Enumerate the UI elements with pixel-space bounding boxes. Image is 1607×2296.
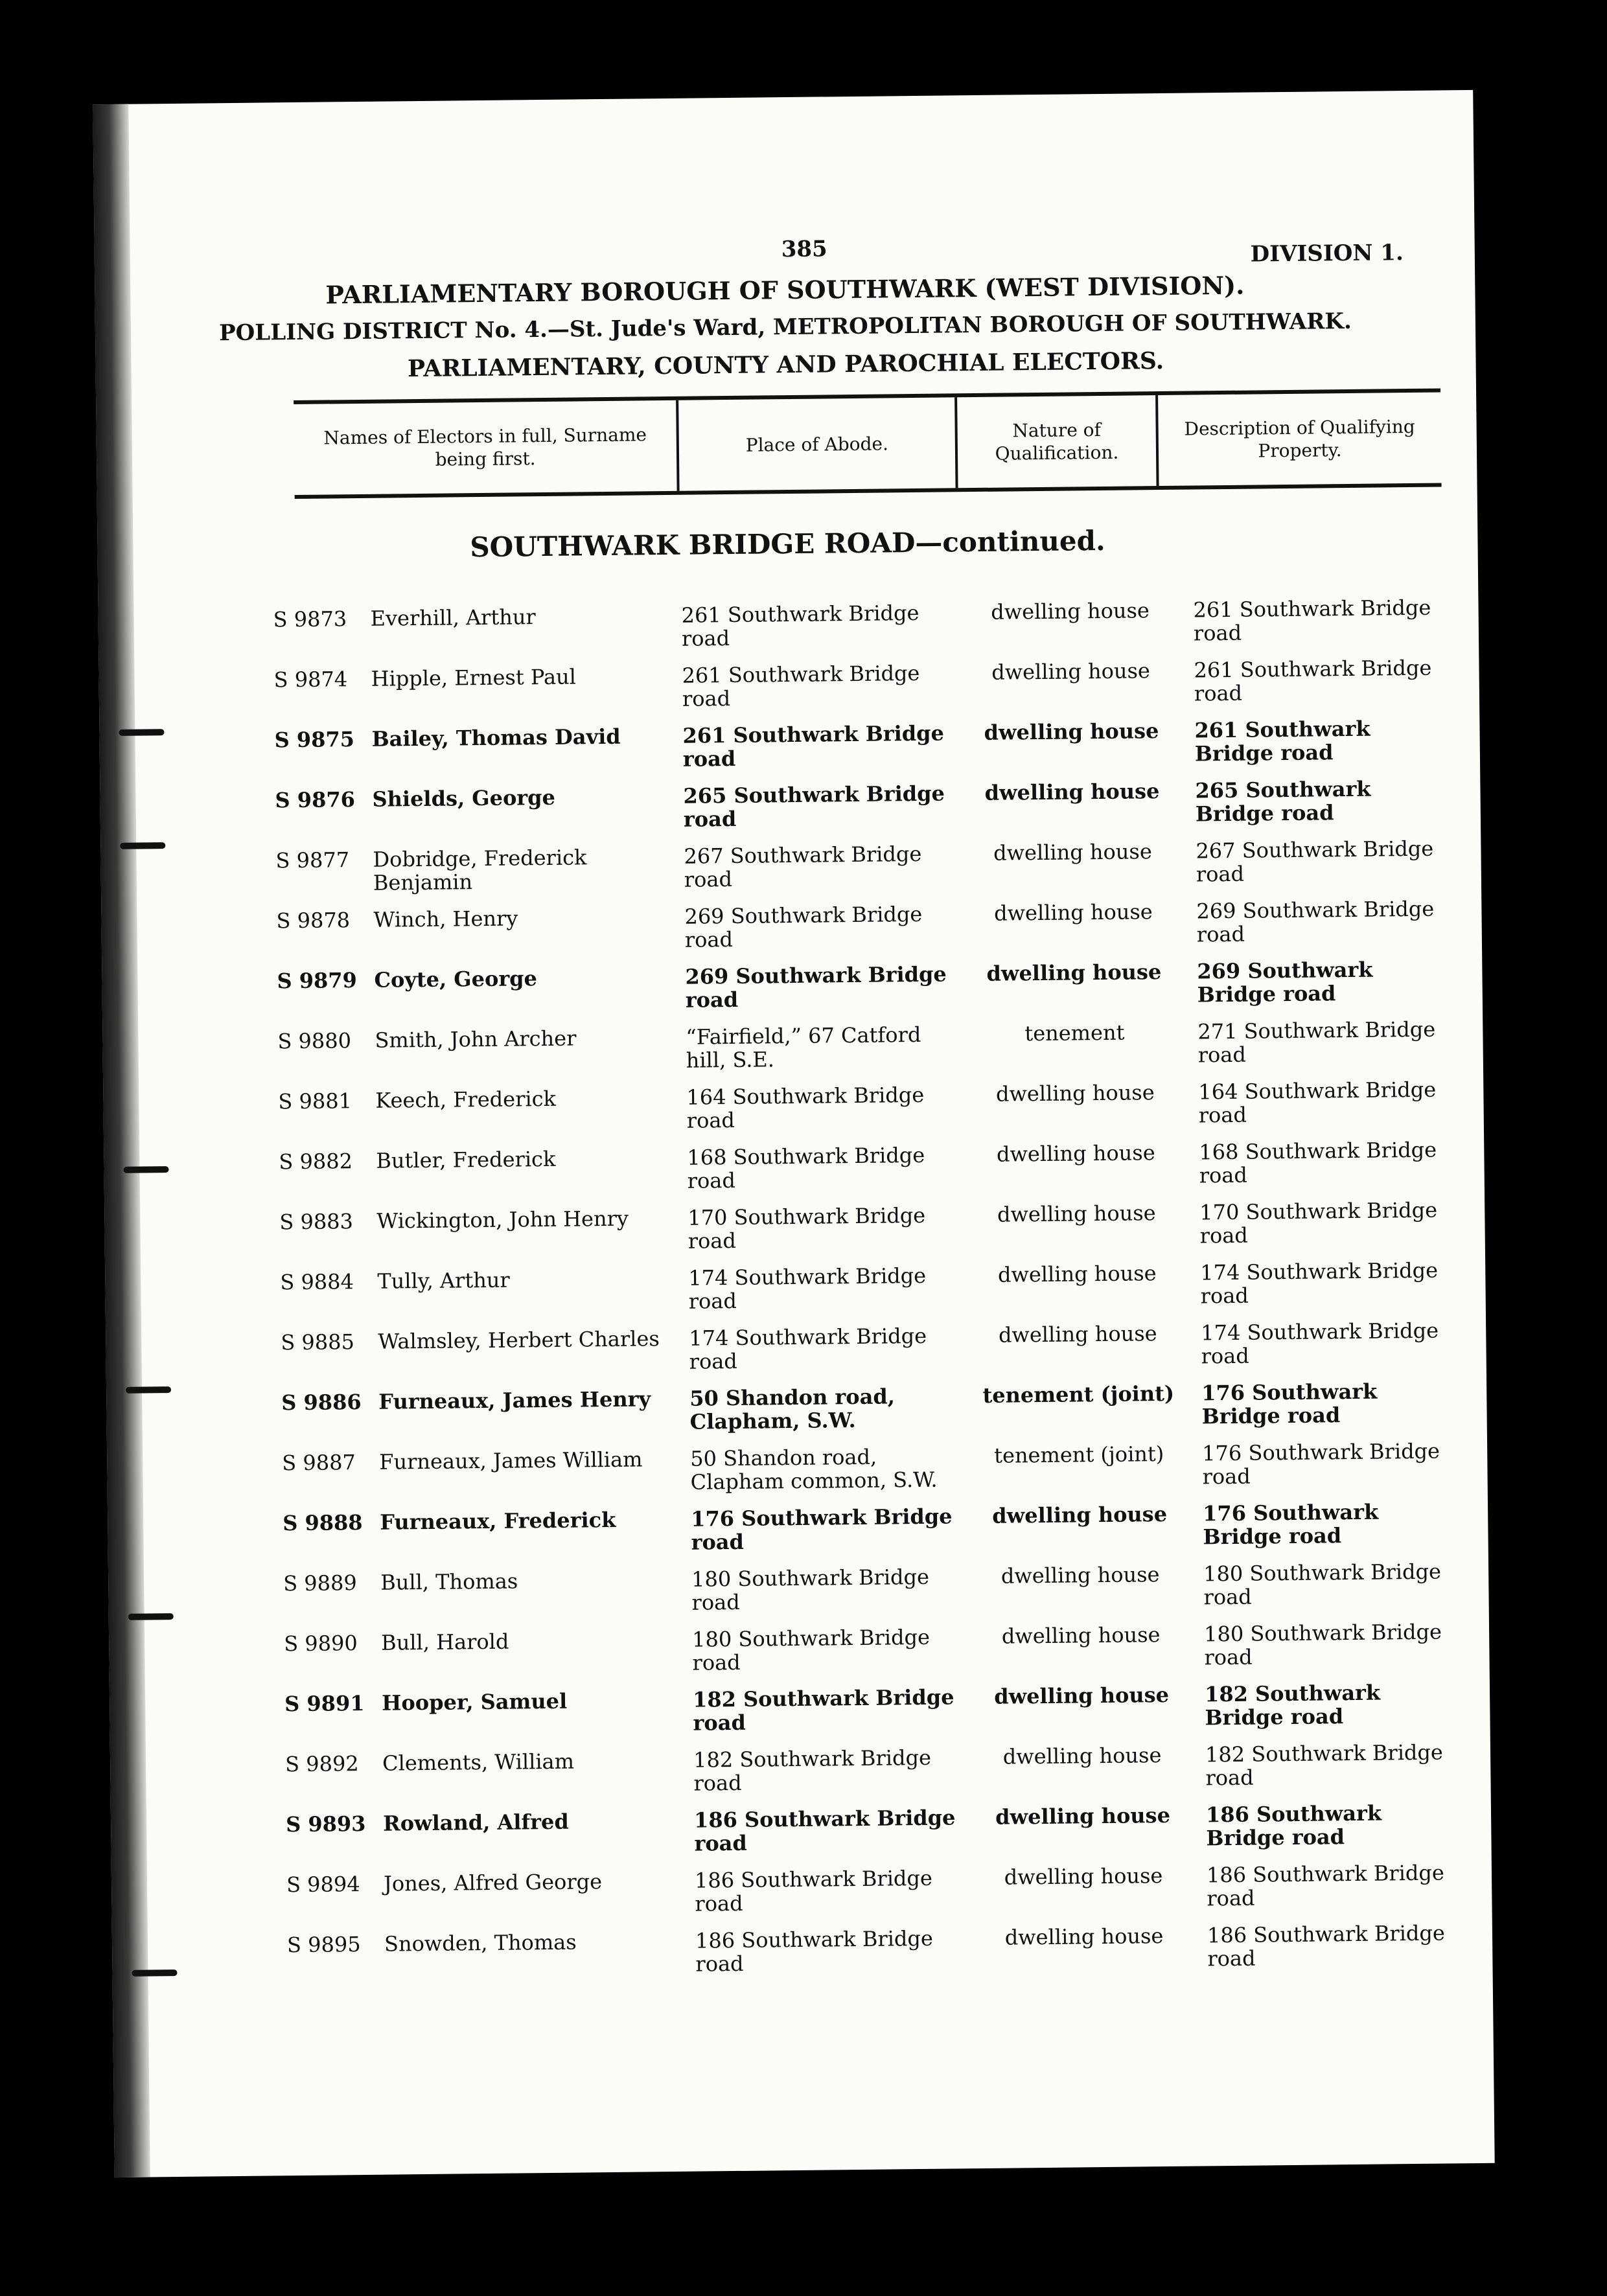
elector-name: Everhill, Arthur <box>370 604 536 631</box>
nature-of-qualification: tenement <box>1024 1020 1125 1046</box>
place-of-abode: 180 Southwark Bridge road <box>691 1624 931 1675</box>
binding-stitch <box>120 842 165 849</box>
place-of-abode: 186 Southwark Bridge road <box>694 1865 933 1916</box>
qualifying-property: 180 Southwark Bridge road <box>1203 1559 1442 1610</box>
column-header-property: Description of Qualifying Property. <box>1155 392 1441 486</box>
qualifying-property: 168 Southwark Bridge road <box>1199 1137 1437 1188</box>
nature-of-qualification: dwelling house <box>1000 1562 1160 1589</box>
elector-number: S 9880 <box>277 1028 352 1054</box>
nature-of-qualification: dwelling house <box>996 1140 1155 1167</box>
place-of-abode: 267 Southwark Bridge road <box>684 841 922 892</box>
binding-stitch <box>126 1386 171 1394</box>
nature-of-qualification: dwelling house <box>991 598 1150 625</box>
qualifying-property: 176 Southwark Bridge road <box>1201 1379 1378 1429</box>
place-of-abode: 261 Southwark Bridge road <box>681 600 919 651</box>
qualifying-property: 267 Southwark Bridge road <box>1196 836 1434 887</box>
qualifying-property: 176 Southwark Bridge road <box>1202 1499 1379 1550</box>
place-of-abode: 174 Southwark Bridge road <box>688 1263 927 1314</box>
column-header-abode: Place of Abode. <box>676 397 955 490</box>
binding-stitch <box>128 1613 174 1620</box>
elector-number: S 9887 <box>282 1450 356 1476</box>
place-of-abode: 182 Southwark Bridge road <box>693 1745 932 1796</box>
place-of-abode: 269 Southwark Bridge road <box>685 961 947 1013</box>
elector-name: Jones, Alfred George <box>383 1869 603 1896</box>
place-of-abode: 186 Southwark Bridge road <box>695 1925 934 1977</box>
nature-of-qualification: dwelling house <box>994 1682 1170 1709</box>
elector-name: Furneaux, Frederick <box>380 1507 616 1535</box>
elector-name: Bull, Harold <box>380 1629 509 1655</box>
street-section-heading: SOUTHWARK BRIDGE ROAD—continued. <box>470 524 1105 564</box>
nature-of-qualification: dwelling house <box>1001 1622 1161 1649</box>
nature-of-qualification: dwelling house <box>1004 1923 1164 1950</box>
elector-number: S 9875 <box>274 727 355 753</box>
qualifying-property: 261 Southwark Bridge road <box>1194 716 1370 766</box>
nature-of-qualification: dwelling house <box>995 1080 1155 1107</box>
elector-name: Coyte, George <box>374 966 538 993</box>
nature-of-qualification: dwelling house <box>1002 1743 1162 1769</box>
elector-number: S 9878 <box>276 908 351 934</box>
table-row <box>287 1921 1467 1993</box>
place-of-abode: 261 Southwark Bridge road <box>682 660 920 711</box>
elector-number: S 9885 <box>281 1329 355 1355</box>
column-headers <box>294 388 1441 499</box>
qualifying-property: 186 Southwark Bridge road <box>1206 1860 1444 1911</box>
qualifying-property: 174 Southwark Bridge road <box>1201 1318 1439 1369</box>
qualifying-property: 164 Southwark Bridge road <box>1198 1077 1437 1128</box>
qualifying-property: 261 Southwark Bridge road <box>1194 655 1432 706</box>
elector-number: S 9884 <box>280 1269 354 1295</box>
place-of-abode: “Fairfield,” 67 Catford hill, S.E. <box>686 1022 921 1073</box>
elector-number: S 9879 <box>277 968 357 994</box>
elector-number: S 9890 <box>284 1631 358 1657</box>
qualifying-property: 269 Southwark Bridge road <box>1197 957 1373 1007</box>
qualifying-property: 176 Southwark Bridge road <box>1202 1438 1440 1489</box>
qualifying-property: 269 Southwark Bridge road <box>1196 896 1435 947</box>
place-of-abode: 265 Southwark Bridge road <box>683 781 945 832</box>
qualifying-property: 271 Southwark Bridge road <box>1197 1016 1436 1068</box>
nature-of-qualification: dwelling house <box>997 1200 1156 1227</box>
elector-name: Shields, George <box>372 785 556 812</box>
place-of-abode: 170 Southwark Bridge road <box>688 1202 926 1254</box>
nature-of-qualification: dwelling house <box>986 959 1162 986</box>
elector-number: S 9893 <box>285 1811 366 1837</box>
borough-title: PARLIAMENTARY BOROUGH OF SOUTHWARK (WEST DIVISION). <box>325 270 1245 310</box>
place-of-abode: 50 Shandon road, Clapham, S.W. <box>689 1384 896 1434</box>
elector-number: S 9886 <box>281 1390 362 1416</box>
place-of-abode: 180 Southwark Bridge road <box>691 1564 930 1615</box>
nature-of-qualification: dwelling house <box>991 658 1151 685</box>
place-of-abode: 182 Southwark Bridge road <box>692 1684 954 1736</box>
nature-of-qualification: dwelling house <box>993 899 1153 926</box>
place-of-abode: 261 Southwark Bridge road <box>682 720 945 772</box>
electors-title: PARLIAMENTARY, COUNTY AND PAROCHIAL ELECTORS. <box>407 347 1164 383</box>
elector-number: S 9891 <box>284 1690 365 1717</box>
page-number: 385 <box>781 236 827 263</box>
elector-name: Bailey, Thomas David <box>371 724 621 752</box>
column-header-name: Names of Electors in full, Surname being first. <box>323 424 647 470</box>
qualifying-property: 170 Southwark Bridge road <box>1199 1197 1438 1248</box>
column-header-nature: Nature of Qualification. <box>954 395 1156 488</box>
qualifying-property: 182 Southwark Bridge road <box>1205 1739 1444 1791</box>
book-binding <box>93 104 150 2177</box>
elector-number: S 9874 <box>273 667 348 693</box>
elector-name: Furneaux, James Henry <box>378 1386 651 1414</box>
binding-stitch <box>119 729 164 736</box>
nature-of-qualification: dwelling house <box>984 718 1159 745</box>
elector-name: Tully, Arthur <box>377 1267 510 1294</box>
elector-name: Hipple, Ernest Paul <box>371 664 577 691</box>
place-of-abode: 50 Shandon road, Clapham common, S.W. <box>690 1444 938 1495</box>
division-label: DIVISION 1. <box>1250 240 1404 268</box>
nature-of-qualification: dwelling house <box>995 1802 1171 1830</box>
nature-of-qualification: tenement (joint) <box>993 1441 1164 1468</box>
elector-name: Bull, Thomas <box>380 1568 518 1595</box>
elector-number: S 9894 <box>286 1872 360 1898</box>
qualifying-property: 180 Southwark Bridge road <box>1203 1619 1442 1670</box>
nature-of-qualification: dwelling house <box>1004 1863 1163 1890</box>
place-of-abode: 186 Southwark Bridge road <box>693 1805 956 1856</box>
qualifying-property: 186 Southwark Bridge road <box>1207 1920 1445 1971</box>
qualifying-property: 174 Southwark Bridge road <box>1200 1257 1439 1309</box>
elector-number: S 9873 <box>273 606 347 632</box>
elector-number: S 9876 <box>275 787 356 813</box>
elector-number: S 9895 <box>286 1932 361 1958</box>
nature-of-qualification: dwelling house <box>992 1502 1168 1528</box>
polling-district-title: POLLING DISTRICT No. 4.—St. Jude's Ward, METROPOLITAN BOROUGH OF SOUTHWARK. <box>218 308 1352 347</box>
place-of-abode: 174 Southwark Bridge road <box>689 1323 927 1374</box>
elector-number: S 9882 <box>279 1149 353 1175</box>
nature-of-qualification: tenement (joint) <box>982 1381 1175 1408</box>
nature-of-qualification: dwelling house <box>997 1261 1157 1287</box>
elector-name: Dobridge, Frederick Benjamin <box>373 845 587 895</box>
elector-number: S 9883 <box>279 1209 354 1235</box>
elector-name: Rowland, Alfred <box>382 1809 569 1836</box>
elector-name: Snowden, Thomas <box>384 1929 577 1957</box>
elector-name: Smith, John Archer <box>375 1026 577 1053</box>
elector-number: S 9877 <box>275 847 350 873</box>
elector-number: S 9881 <box>278 1088 353 1114</box>
elector-number: S 9888 <box>283 1510 363 1536</box>
qualifying-property: 186 Southwark Bridge road <box>1205 1800 1382 1851</box>
elector-name: Hooper, Samuel <box>381 1688 568 1716</box>
nature-of-qualification: dwelling house <box>984 779 1160 805</box>
qualifying-property: 182 Southwark Bridge road <box>1204 1680 1381 1730</box>
nature-of-qualification: dwelling house <box>993 839 1152 866</box>
place-of-abode: 269 Southwark Bridge road <box>684 901 923 952</box>
elector-number: S 9892 <box>284 1751 359 1777</box>
elector-name: Keech, Frederick <box>375 1086 557 1113</box>
qualifying-property: 261 Southwark Bridge road <box>1193 595 1431 646</box>
elector-name: Walmsley, Herbert Charles <box>378 1326 660 1354</box>
nature-of-qualification: dwelling house <box>998 1321 1157 1348</box>
place-of-abode: 168 Southwark Bridge road <box>687 1142 925 1193</box>
elector-name: Furneaux, James William <box>379 1447 643 1475</box>
elector-name: Winch, Henry <box>373 906 518 932</box>
elector-name: Wickington, John Henry <box>376 1206 629 1234</box>
binding-stitch <box>132 1969 177 1977</box>
binding-stitch <box>123 1166 168 1173</box>
place-of-abode: 176 Southwark Bridge road <box>691 1504 953 1555</box>
elector-name: Clements, William <box>382 1749 575 1776</box>
elector-name: Butler, Frederick <box>376 1146 556 1173</box>
place-of-abode: 164 Southwark Bridge road <box>686 1082 925 1133</box>
elector-number: S 9889 <box>283 1570 357 1596</box>
register-page <box>93 90 1494 2177</box>
qualifying-property: 265 Southwark Bridge road <box>1195 776 1371 827</box>
